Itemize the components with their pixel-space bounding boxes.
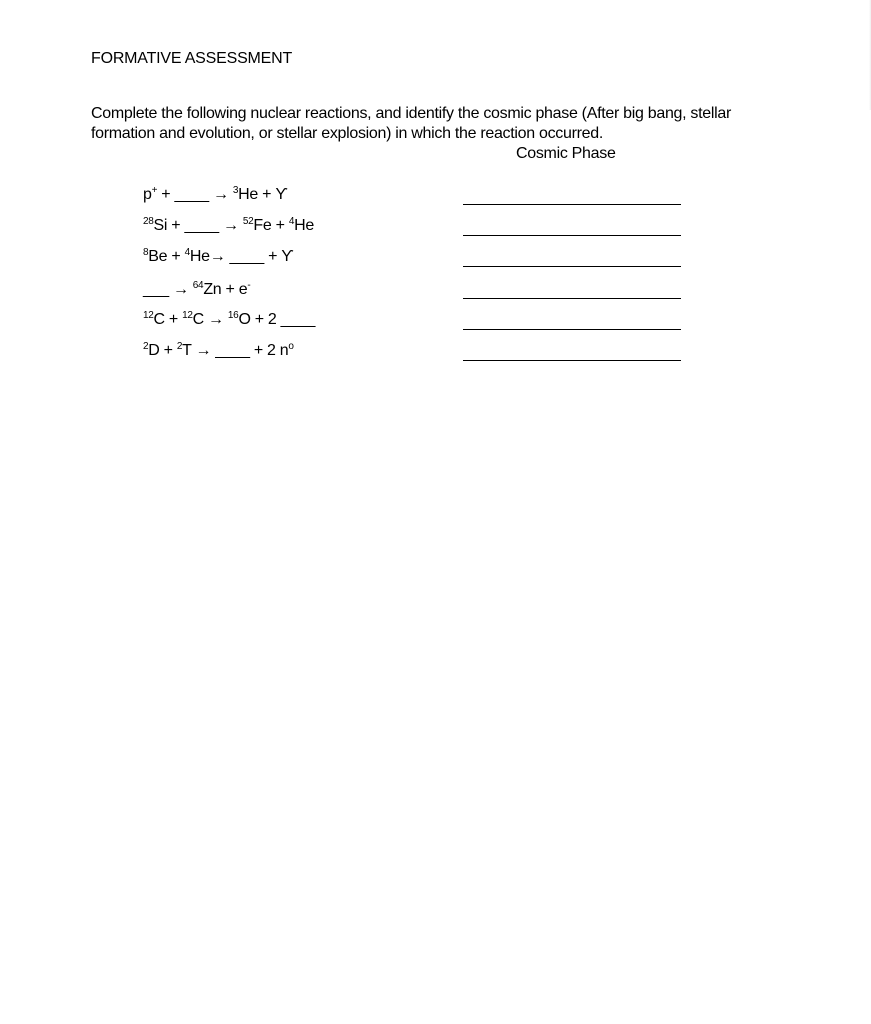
superscript: 52 xyxy=(242,216,254,227)
page-title: FORMATIVE ASSESSMENT xyxy=(91,50,293,67)
superscript: 28 xyxy=(143,216,154,227)
cosmic-phase-answer-line-2[interactable] xyxy=(463,235,681,236)
reaction-text: He xyxy=(294,217,314,234)
cosmic-phase-header: Cosmic Phase xyxy=(516,145,616,162)
reaction-text: Si + ____ → xyxy=(153,217,243,234)
reaction-4 xyxy=(143,281,250,299)
superscript: + xyxy=(151,185,158,196)
superscript: 4 xyxy=(288,216,295,227)
reaction-text: Be + xyxy=(148,248,185,265)
instructions-text: Complete the following nuclear reactions, and identify the cosmic phase (After big bang, stellar formation and evolution, or stellar explosion) in which the reaction occurred. xyxy=(91,105,732,142)
cosmic-phase-answer-line-3[interactable] xyxy=(463,266,681,267)
reaction-text: + ____ → xyxy=(157,186,233,203)
reaction-6 xyxy=(143,342,294,360)
reaction-text: T → ____ + 2 n xyxy=(182,342,289,359)
reaction-1 xyxy=(143,186,287,204)
superscript: 3 xyxy=(232,185,239,196)
reaction-text: He→ ____ + ϒ xyxy=(189,248,294,265)
cosmic-phase-answer-line-1[interactable] xyxy=(463,204,681,205)
superscript: 12 xyxy=(182,310,193,321)
reaction-text: C + xyxy=(153,311,183,328)
superscript: 64 xyxy=(192,280,204,291)
reaction-3 xyxy=(143,248,293,266)
cosmic-phase-answer-line-4[interactable] xyxy=(463,298,681,299)
reaction-text: O + 2 ____ xyxy=(238,311,316,328)
reaction-text: He + ϒ xyxy=(238,186,288,203)
reaction-text: C → xyxy=(192,311,228,328)
superscript: 4 xyxy=(184,247,190,258)
reaction-text: D + xyxy=(148,342,177,359)
reaction-5 xyxy=(143,311,315,329)
superscript: - xyxy=(247,280,251,291)
superscript: 2 xyxy=(176,341,183,352)
superscript: 8 xyxy=(143,247,149,258)
reaction-text: Zn + e xyxy=(203,281,248,298)
superscript: 2 xyxy=(143,341,149,352)
reaction-2 xyxy=(143,217,314,235)
superscript: 16 xyxy=(227,310,239,321)
reaction-text: ___ → xyxy=(143,281,193,298)
cosmic-phase-answer-line-6[interactable] xyxy=(463,360,681,361)
superscript: 12 xyxy=(143,310,154,321)
cosmic-phase-answer-line-5[interactable] xyxy=(463,329,681,330)
reaction-text: p xyxy=(143,186,152,203)
superscript: o xyxy=(288,341,294,352)
reaction-text: Fe + xyxy=(253,217,289,234)
